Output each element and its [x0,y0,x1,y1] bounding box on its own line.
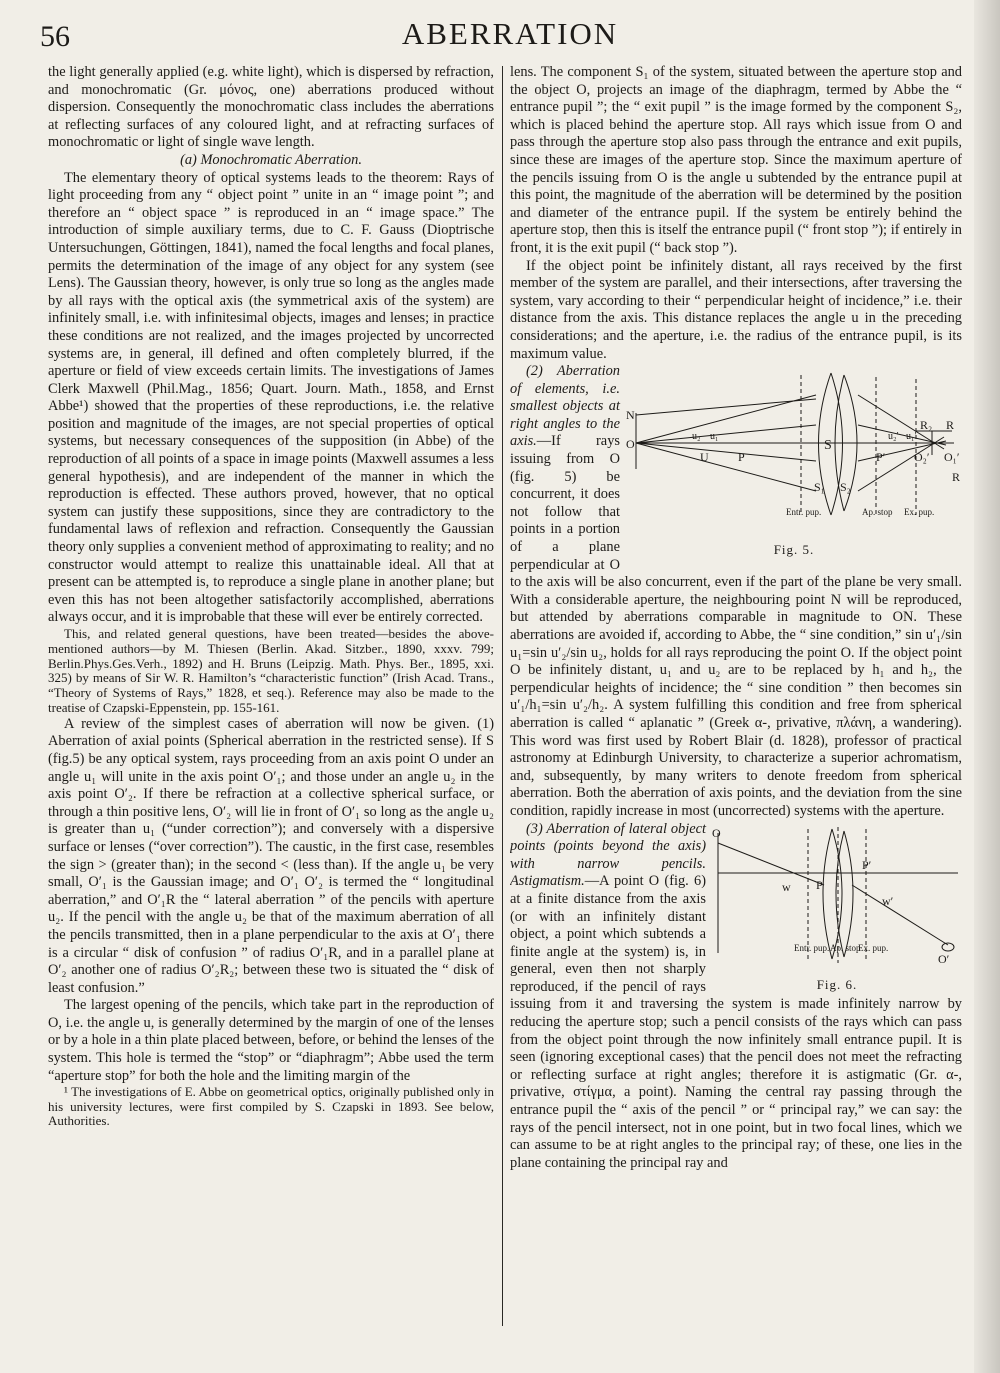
fig5-label-O1: O₁′ [944,450,960,465]
paragraph: A review of the simplest cases of aberration will now be given. (1) Aberration of axial points (Spherical aberration in the restricted sense). If S (fig.5) be any optical system, rays proceeding from an axis point O under an angle u₁ will unite in the axis point O′₁; and those under an angle u₂ in the axis point O′₂. If there be refraction at a collective spherical surface, or through a thin positive lens, O′₂ will lie in front of O′₁ so long as the angle u₂ is greater than u₁ (“under correction”); and conversely with a dispersive surface or lenses (“over correction”). The caustic, in the first case, resembles the sign > (greater than); in the second < (less than). If the angle u₁ be very small, O′₁ is the Gaussian image; and O′₁ O′₂ is termed the “ longitudinal aberration,” and O′₁R the “ lateral aberration ” of the pencils with aperture u₂. If the pencil with the angle u₂ be that of the maximum aberration of all the pencils transmitted, then in a plane perpendicular to the axis at O′₁ there is a circular “ disk of confusion ” of radius O′₁R, and in a parallel plane at O′₂ another one of radius O′₂R₂; between these two is situated the “ disk of least confusion.” [48,715,494,996]
fig6-label-O: O [712,825,721,840]
figure-5-caption: Fig. 5. [773,541,815,557]
fig5-label-S2: S₂ [840,480,851,495]
fig6-label-Oprime: O′ [938,951,950,966]
figure-5 [626,365,962,558]
fig5-label-R2: R₂ [920,418,933,433]
section-heading: (a) Monochromatic Aberration. [180,151,362,168]
right-column [510,64,962,1329]
paragraph-note: This, and related general questions, have been treated—besides the above-mentioned authors—by M. Thiesen (Berlin. Akad. Sitzber., 1890, xxxv. 799; Berlin.Phys.Ges.Verh., 1892) and H. Bruns (Leipzig. Math. Phys. Ber., 1895, xxi. 325) by means of Sir W. R. Hamilton’s “characteristic function” (Irish Acad. Trans., “Theory of Systems of Rays,” 1828, et seq.). Reference may also be made to the treatise of Czapski-Eppenstein, pp. 155-161. [48,626,494,715]
paragraph: The elementary theory of optical systems leads to the theorem: Rays of light proceeding from any “ object point ” unite in an “ image point ”; and therefore an “ object space ” is reproduced in an “ image space.” The introduction of simple auxiliary terms, due to C. F. Gauss (Dioptrische Untersuchungen, Göttingen, 1841), named the focal lengths and focal planes, permits the determination of the image of any object for any system (see Lens). The Gaussian theory, however, is only true so long as the angles made by all rays with the optical axis (the symmetrical axis of the system) are infinitely small, i.e. with infinitesimal objects, images and lenses; in practice these conditions are not realized, and the images projected by uncorrected systems are, in general, ill defined and often completely blurred, if the aperture or field of view exceeds certain limits. The investigations of James Clerk Maxwell (Phil.Mag., 1856; Quart. Journ. Math., 1858, and Ernst Abbe¹) showed that the properties of these reproductions, i.e. the relative position and magnitude of the images, are not special properties of optical systems, but necessary consequences of the supposition (in Abbe) of the reproduction of all points of a space in image points (Maxwell assumes a less general hypothesis), and are independent of the manner in which the reproduction is effected. These authors proved, however, that no optical system can justify these suppositions, since they are contradictory to the fundamental laws of reflexion and refraction. Consequently the Gaussian theory only supplies a convenient method of approximating to reality; and no constructor would attempt to realize this unattainable ideal. All that at present can be attempted is, to reproduce a single plane in another plane; but even this has not been altogether satisfactorily accomplished, aberrations always occur, and it is improbable that these will ever be entirely corrected. [48,169,494,626]
column-rule [502,66,503,1326]
running-title: ABERRATION [401,16,619,51]
fig5-stop-label-ex: Ex. pup. [904,507,935,518]
fig5-label-S1: S₁ [814,480,825,495]
figure-6-drawing [712,823,962,973]
left-column [48,64,494,1329]
fig5-label-R: R [946,418,955,433]
footnote: ¹ The investigations of E. Abbe on geometrical optics, originally published only in his university lectures, were first compiled by S. Czapski in 1893. See below, Authorities. [48,1084,494,1129]
fig5-label-O: O [626,437,635,452]
paragraph: If the object point be infinitely distant, all rays received by the first member of the system are parallel, and their intersections, after traversing the system, vary according to their “ perpendicular height of incidence,” i.e. their distance from the axis. This distance replaces the angle u in the preceding considerations; and the aperture, i.e. the radius of the entrance pupil, is its maximum value. [510,257,962,362]
fig5-label-U: U [700,450,709,465]
paragraph: lens. The component S₁ of the system, situated between the aperture stop and the object O, projects an image of the diaphragm, termed by Abbe the “ entrance pupil ”; the “ exit pupil ” is the image formed by the component S₂, which is placed behind the aperture stop. All rays which issue from O and pass through the aperture stop also pass through the entrance and exit pupils, since these are images of the aperture stop. Since the maximum aperture of the pencils issuing from O is the angle u subtended by the entrance pupil at this point, the magnitude of the aberration will be determined by the position and diameter of the entrance pupil. If the system be entirely behind the aperture stop, then this is itself the entrance pupil (“ front stop ”); if entirely in front, it is the exit pupil (“ back stop ”). [510,64,962,256]
fig6-label-P: P [816,877,823,892]
paragraph: (3) Aberration of lateral object points (points beyond the axis) with narrow pencils. Astigmatism.—A point O (fig. 6) at a finite distance from the axis (or with an infinitely distant object, a point which subtends a finite angle at the system) is, in general, even then not sharply reproduced, if the pencil of rays issuing from it and traversing the system is made infinitely narrow by reducing the aperture stop; such a pencil consists of the rays which can pass from the object point through the now infinitely small entrance pupil. It is seen (ignoring exceptional cases) that the pencil does not meet the refracting or reflecting surface at right angles; therefore it is astigmatic (Gr. α-, privative, στίγμα, a point). Naming the central ray passing through the entrance pupil the “ axis of the pencil ” or “ principal ray,” we can say: the rays of the pencil intersect, not in one point, but in two focal lines, which we can assume to be at right angles to the principal ray; of these, one lies in the plane containing the principal ray and [510,820,962,1171]
fig6-label-wprime: w′ [882,893,894,908]
page-edge-shadow [974,0,1000,1373]
fig5-label-S: S [824,438,832,454]
fig5-stop-label-entr: Entr. pup. [786,507,822,518]
fig6-lens-front [823,829,832,959]
fig6-label-w: w [782,879,791,894]
fig5-label-u2: u₂ [692,431,701,443]
paragraph: (2) Aberration of elements, i.e. smallest objects at right angles to the axis.—If rays issuing from O (fig. 5) be concurrent, it does not follow that points in a portion of a plane perpendicular at O to the axis will be also concurrent, even if the part of the plane be very small. With a considerable aperture, the neighbouring point N will be reproduced, but attended by aberrations comparable in magnitude to ON. These aberrations are avoided if, according to Abbe, the “ sine condition,” sin u′₁/sin u₁=sin u′₂/sin u₂, holds for all rays reproducing the point O. If the object point O be infinitely distant, u₁ and u₂ are to be replaced by h₁ and h₂, the perpendicular heights of incidence; the “ sine condition ” then becomes sin u′₁/h₁=sin u′₂/h₂. A system fulfilling this condition and free from spherical aberration is called “ aplanatic ” (Greek α-, privative, πλάνη, a wandering). This word was first used by Robert Blair (d. 1828), professor of practical astronomy at Edinburgh University, to characterize a superior achromatism, and, subsequently, by many writers to denote freedom from spherical aberration. Both the aberration of axis points, and the deviation from the sine condition, rapidly increase in most (uncorrected) systems with the aperture. [510,363,962,819]
fig6-label-Pprime: P′ [862,857,872,872]
paragraph: The largest opening of the pencils, which take part in the reproduction of O, i.e. the angle u, is generally determined by the margin of one of the lenses or by a hole in a thin plate placed between, before, or behind the lenses of the system. This hole is termed the “stop” or “diaphragm”; Abbe used the term “aperture stop” for both the hole and the limiting margin of the [48,997,494,1084]
fig5-label-O2: O₂′ [914,450,930,465]
fig5-label-Pprime: P′ [876,450,886,465]
figure-5-drawing [626,365,962,537]
fig5-label-N: N [626,408,635,423]
fig5-label-u1prime: u₁′ [906,431,917,443]
fig5-label-R-lower: R [952,470,961,485]
paragraph: the light generally applied (e.g. white light), which is dispersed by refraction, and monochromatic (Gr. μόνος, one) aberrations produced without dispersion. Consequently the monochromatic class includes the aberrations at reflecting surfaces of any coloured light, and at refracting surfaces of monochromatic or light of single wave length. [48,64,494,151]
page-number: 56 [40,20,70,53]
fig6-stop-label-ex: Ex. pup. [858,942,889,953]
figure-6-caption: Fig. 6. [816,977,858,993]
fig6-stop-label-ap: Ap. stop [830,942,861,953]
fig5-label-P: P [738,450,745,465]
fig6-stop-label-entr: Entr. pup. [794,942,830,953]
fig5-label-u1: u₁ [710,431,719,443]
fig5-stop-label-ap: Ap. stop [862,507,893,518]
fig5-label-u2prime: u₂′ [888,431,899,443]
figure-6 [712,823,962,994]
